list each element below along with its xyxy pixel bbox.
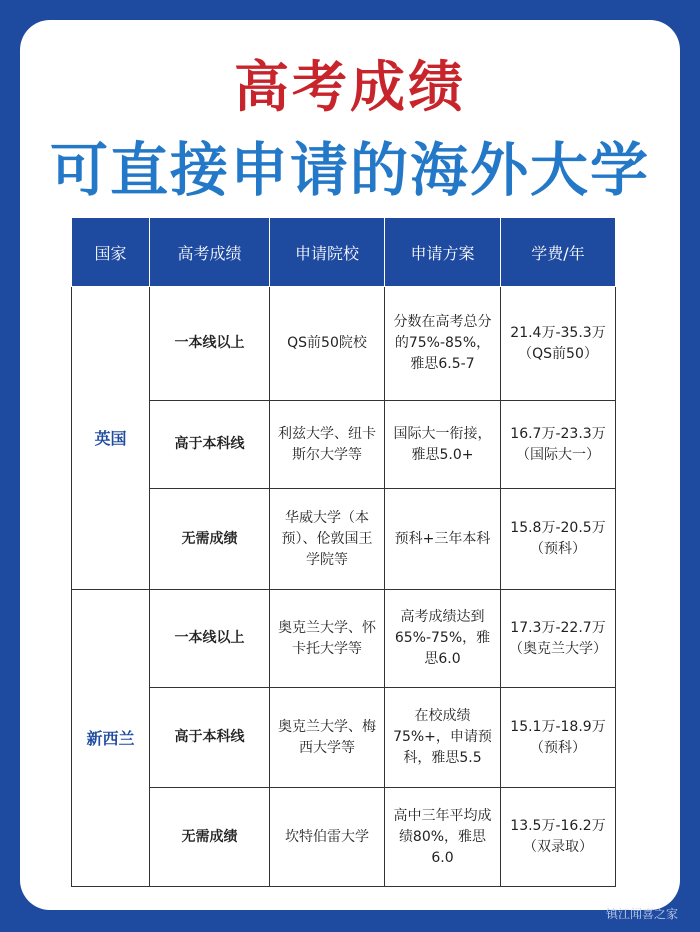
score-cell: 无需成绩 bbox=[150, 489, 270, 590]
school-cell: 奥克兰大学、梅西大学等 bbox=[270, 688, 385, 788]
title-line-2: 可直接申请的海外大学 bbox=[49, 136, 650, 204]
fee-cell: 16.7万-23.3万（国际大一） bbox=[501, 401, 616, 489]
plan-cell: 预科+三年本科 bbox=[385, 489, 501, 590]
school-cell: QS前50院校 bbox=[270, 287, 385, 401]
fee-cell: 17.3万-22.7万（奥克兰大学） bbox=[501, 590, 616, 688]
score-cell: 高于本科线 bbox=[150, 688, 270, 788]
plan-cell: 在校成绩75%+，申请预科，雅思5.5 bbox=[385, 688, 501, 788]
table-header-row bbox=[72, 218, 616, 287]
fee-cell: 15.1万-18.9万（预科） bbox=[501, 688, 616, 788]
header-country: 国家 bbox=[72, 218, 150, 287]
country-cell-nz: 新西兰 bbox=[72, 590, 150, 887]
score-cell: 一本线以上 bbox=[150, 287, 270, 401]
plan-cell: 高中三年平均成绩80%，雅思6.0 bbox=[385, 788, 501, 887]
score-cell: 一本线以上 bbox=[150, 590, 270, 688]
table-row bbox=[72, 688, 616, 788]
school-cell: 奥克兰大学、怀卡托大学等 bbox=[270, 590, 385, 688]
country-cell-uk: 英国 bbox=[72, 287, 150, 590]
header-fee: 学费/年 bbox=[501, 218, 616, 287]
fee-cell: 21.4万-35.3万（QS前50） bbox=[501, 287, 616, 401]
fee-cell: 15.8万-20.5万（预科） bbox=[501, 489, 616, 590]
plan-cell: 高考成绩达到65%-75%，雅思6.0 bbox=[385, 590, 501, 688]
table-row bbox=[72, 489, 616, 590]
universities-table bbox=[71, 217, 616, 887]
title-line-1: 高考成绩 bbox=[233, 55, 466, 119]
table-row bbox=[72, 590, 616, 688]
score-cell: 无需成绩 bbox=[150, 788, 270, 887]
table-row bbox=[72, 788, 616, 887]
header-school: 申请院校 bbox=[270, 218, 385, 287]
score-cell: 高于本科线 bbox=[150, 401, 270, 489]
school-cell: 坎特伯雷大学 bbox=[270, 788, 385, 887]
table-row bbox=[72, 401, 616, 489]
school-cell: 利兹大学、纽卡斯尔大学等 bbox=[270, 401, 385, 489]
header-score: 高考成绩 bbox=[150, 218, 270, 287]
watermark: 镇江闻喜之家 bbox=[605, 907, 678, 921]
plan-cell: 国际大一衔接，雅思5.0+ bbox=[385, 401, 501, 489]
fee-cell: 13.5万-16.2万（双录取） bbox=[501, 788, 616, 887]
table-row bbox=[72, 287, 616, 401]
header-plan: 申请方案 bbox=[385, 218, 501, 287]
plan-cell: 分数在高考总分的75%-85%，雅思6.5-7 bbox=[385, 287, 501, 401]
school-cell: 华威大学（本预）、伦敦国王学院等 bbox=[270, 489, 385, 590]
